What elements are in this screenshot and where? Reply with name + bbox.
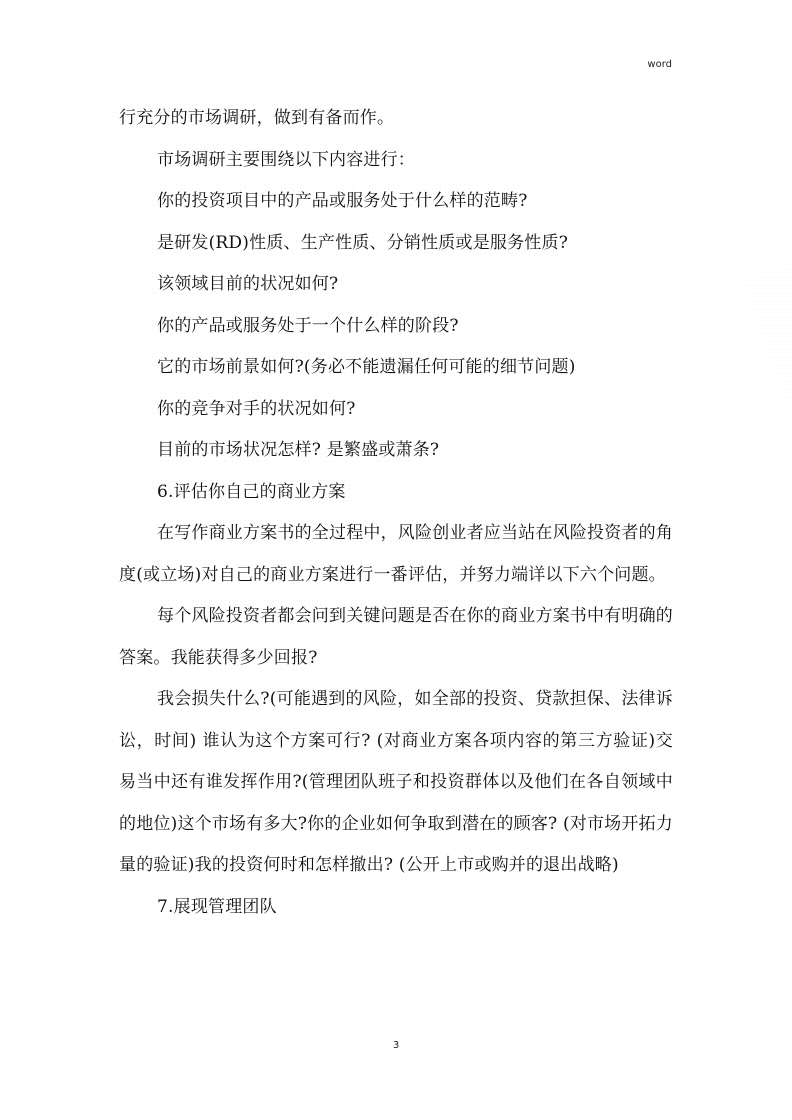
paragraph: 在写作商业方案书的全过程中，风险创业者应当站在风险投资者的角度(或立场)对自己的商业方案进行一番评估，并努力端详以下六个问题。 [119,523,673,585]
paragraph: 目前的市场状况怎样? 是繁盛或萧条? [157,440,440,460]
document-body [119,98,673,928]
paragraph: 该领域目前的状况如何? [157,274,339,294]
paragraph: 是研发(RD)性质、生产性质、分销性质或是服务性质? [157,232,569,253]
paragraph: 我会损失什么?(可能遇到的风险，如全部的投资、贷款担保、法律诉讼，时间) 谁认为这个方案可行? (对商业方案各项内容的第三方验证)交易当中还有谁发挥作用?(管理团队班子和投资群体以及他们在各自领域中的地位)这个市场有多大?你的企业如何争取到潜在的顾客? (对市场开拓力量的验证)我的投资何时和怎样撤出? (公开上市或购并的退出战略) [119,689,673,875]
page-number: 3 [392,1040,400,1051]
paragraph: 每个风险投资者都会问到关键问题是否在你的商业方案书中有明确的答案。我能获得多少回报? [119,606,673,668]
paragraph: 行充分的市场调研，做到有备而作。 [119,108,395,128]
page-header-label: word [647,59,672,70]
section-heading: 7.展现管理团队 [157,896,277,917]
paragraph: 你的产品或服务处于一个什么样的阶段? [157,315,459,336]
paragraph: 市场调研主要围绕以下内容进行： [157,149,415,170]
paragraph: 它的市场前景如何?(务必不能遗漏任何可能的细节问题) [157,357,576,377]
paragraph: 你的竞争对手的状况如何? [157,398,356,419]
section-heading: 6.评估你自己的商业方案 [157,481,346,502]
paragraph: 你的投资项目中的产品或服务处于什么样的范畴? [157,191,528,211]
